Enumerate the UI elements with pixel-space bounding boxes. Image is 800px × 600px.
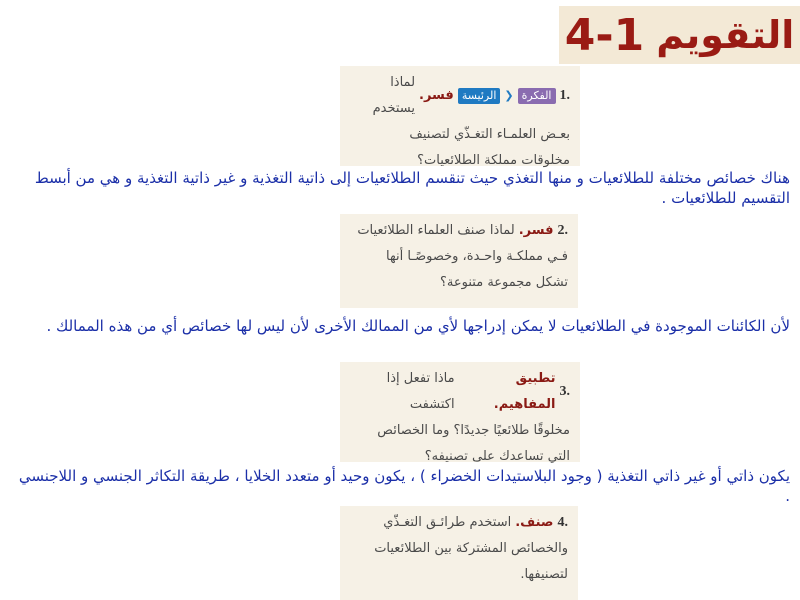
title-number: 4-1 (564, 9, 645, 61)
title-word: التقويم (656, 13, 795, 57)
question-text-line: لماذا يستخدم (372, 75, 416, 116)
question-text-line: فـي مملكـة واحـدة، وخصوصًـا أنها (386, 249, 568, 264)
question-number: 4. (557, 515, 568, 530)
answer-2: لأن الكائنات الموجودة في الطلائعيات لا يمكن إدراجها لأي من الممالك الأخرى لأن ليس لها خصائص أي من هذه الممالك . (46, 317, 790, 335)
idea-tag: الفكرة (518, 88, 556, 104)
question-number: 2. (557, 223, 568, 238)
main-tag: الرئيسة (458, 88, 501, 104)
question-4 (340, 506, 578, 600)
page-title (559, 6, 800, 64)
question-text-line: والخصائص المشتركة بين الطلائعيات (374, 541, 568, 556)
question-text-line: استخدم طرائـق التغـذّي (383, 515, 512, 530)
answer-1: هناك خصائص مختلفة للطلائعيات و منها التغذي حيث تنقسم الطلائعيات إلى ذاتية التغذية و غير ذاتية التغذية و هي من أبسط التقسيم للطلائعيات . (34, 169, 790, 207)
question-text-line: مخلوقات مملكة الطلائعيات؟ (417, 153, 570, 168)
question-2 (340, 214, 578, 308)
question-keyword: تطبيق المفاهيم. (493, 371, 556, 412)
answer-3: يكون ذاتي أو غير ذاتي التغذية ( وجود البلاستيدات الخضراء ) ، يكون وحيد أو متعدد الخلايا ، طريقة التكاثر الجنسي و اللاجنسي . (18, 467, 790, 505)
question-text-line: بعـض العلمـاء التغـذّي لتصنيف (409, 127, 570, 142)
question-text-line: التي تساعدك على تصنيفه؟ (424, 449, 570, 464)
question-3 (340, 362, 580, 462)
question-text-line: لماذا صنف العلماء الطلائعيات (357, 223, 515, 238)
question-keyword: صنف. (515, 515, 554, 530)
question-text-line: تشكل مجموعة متنوعة؟ (440, 275, 568, 290)
question-1 (340, 66, 580, 166)
question-keyword: فسر. (419, 88, 454, 103)
question-text-line: ماذا تفعل إذا اكتشفت (386, 371, 455, 412)
question-keyword: فسر. (518, 223, 554, 238)
question-text-line: لتصنيفها. (520, 567, 568, 582)
question-number: 1. (559, 88, 570, 103)
question-text-line: مخلوقًا طلائعيًا جديدًا؟ وما الخصائص (377, 423, 570, 438)
question-number: 3. (559, 384, 570, 399)
chevron-left-icon: ❮ (504, 89, 514, 102)
